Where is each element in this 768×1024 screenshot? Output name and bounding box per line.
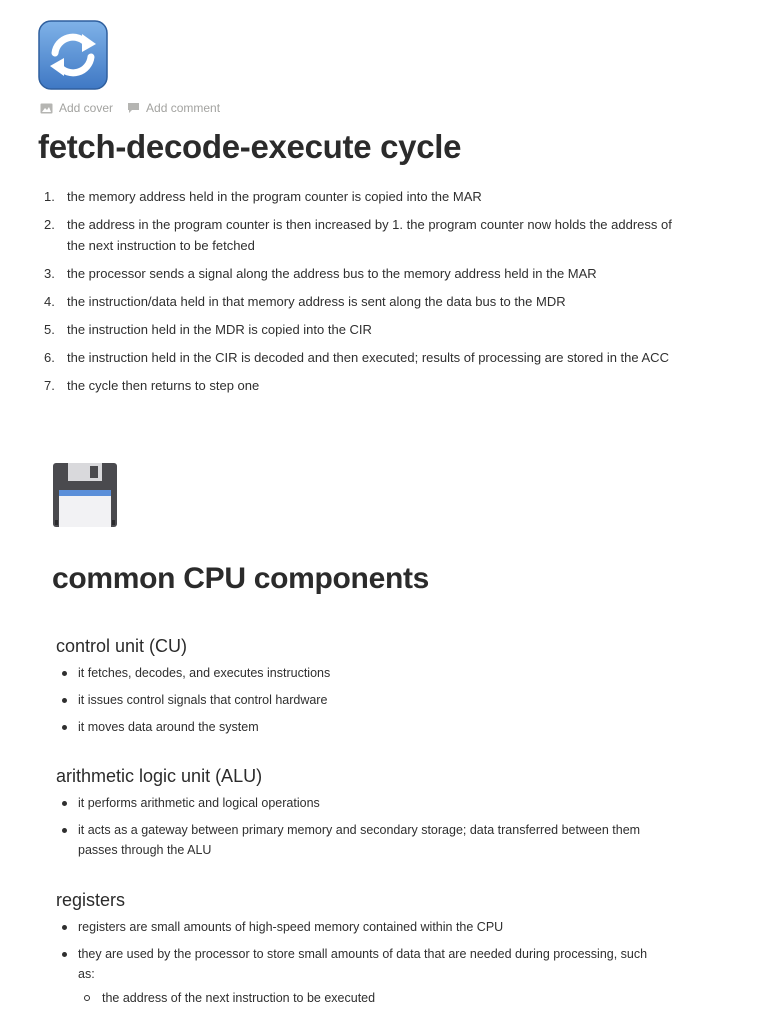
bullet-dot [56, 820, 78, 860]
step-number: 6. [44, 350, 55, 365]
bullet-text: it issues control signals that control hardware [78, 693, 328, 707]
step-number: 4. [44, 294, 55, 309]
add-cover-label: Add cover [59, 101, 114, 115]
step-text: the address in the program counter is then increased by 1. the program counter now holds the address of the next instruction to be fetched [67, 217, 672, 253]
list-item [44, 214, 684, 256]
step-number: 7. [44, 378, 55, 393]
list-item [56, 944, 656, 1013]
list-item [56, 663, 656, 683]
add-comment-label: Add comment [146, 101, 221, 115]
step-text: the cycle then returns to step one [67, 378, 260, 393]
list-item [56, 690, 656, 710]
registers-section [56, 890, 656, 1020]
step-text: the instruction/data held in that memory address is sent along the data bus to the MDR [67, 294, 566, 309]
page-emoji-icon[interactable] [38, 20, 108, 90]
list-item [44, 186, 684, 207]
bullet-dot [56, 944, 78, 1013]
subsection-heading: registers [56, 890, 126, 910]
bullet-text: it acts as a gateway between primary memory and secondary storage; data transferred between them passes through the ALU [78, 823, 641, 857]
subsection-heading: arithmetic logic unit (ALU) [56, 766, 263, 786]
step-number: 2. [44, 217, 55, 232]
step-text: the instruction held in the CIR is decoded and then executed; results of processing are stored in the ACC [67, 350, 669, 365]
bullet-dot [56, 663, 78, 683]
sub-bullet-dot [78, 988, 102, 1008]
bullet-text: it fetches, decodes, and executes instructions [78, 666, 331, 680]
list-item [56, 917, 656, 937]
list-item [56, 717, 656, 737]
bullet-text: they are used by the processor to store small amounts of data that are needed during processing, such as: [78, 947, 648, 981]
bullet-dot [56, 793, 78, 813]
list-item [44, 347, 684, 368]
page-actions [40, 101, 220, 115]
step-number: 3. [44, 266, 55, 281]
bullet-list [56, 793, 656, 860]
bullet-dot [56, 917, 78, 937]
list-item [56, 820, 656, 860]
subsection-heading: control unit (CU) [56, 636, 188, 656]
add-comment-button[interactable] [127, 101, 220, 115]
steps-list [44, 186, 684, 403]
step-text: the processor sends a signal along the address bus to the memory address held in the MAR [67, 266, 597, 281]
control-unit-section [56, 636, 656, 744]
page-title: fetch-decode-execute cycle [38, 128, 462, 165]
bullet-dot [56, 690, 78, 710]
list-item [44, 291, 684, 312]
step-number: 1. [44, 189, 55, 204]
image-icon [40, 103, 53, 114]
bullet-text: it performs arithmetic and logical operations [78, 796, 320, 810]
bullet-content [78, 944, 656, 1013]
list-item [78, 988, 656, 1008]
list-item [44, 375, 684, 396]
step-number: 5. [44, 322, 55, 337]
comment-icon [127, 102, 140, 114]
bullet-list [56, 917, 656, 1013]
list-item [56, 793, 656, 813]
bullet-text: registers are small amounts of high-speed memory contained within the CPU [78, 920, 504, 934]
sub-bullet-list [78, 988, 656, 1008]
step-text: the instruction held in the MDR is copied into the CIR [67, 322, 372, 337]
list-item [44, 319, 684, 340]
add-cover-button[interactable] [40, 101, 113, 115]
sub-bullet-text: the address of the next instruction to be executed [102, 991, 376, 1005]
bullet-list [56, 663, 656, 737]
bullet-dot [56, 717, 78, 737]
step-text: the memory address held in the program counter is copied into the MAR [67, 189, 482, 204]
alu-section [56, 766, 656, 867]
section-title: common CPU components [52, 562, 430, 595]
list-item [44, 263, 684, 284]
bullet-text: it moves data around the system [78, 720, 259, 734]
floppy-disk-icon [52, 462, 118, 528]
